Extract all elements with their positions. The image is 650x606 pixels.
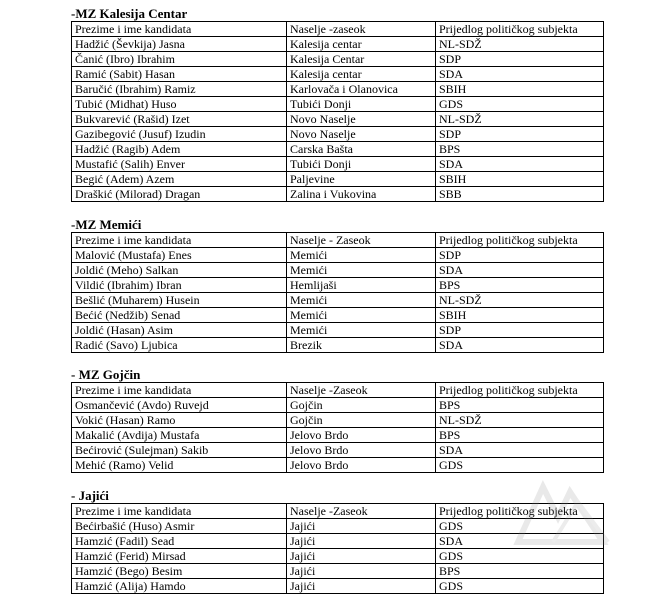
candidates-table (71, 382, 604, 473)
table-row (72, 278, 604, 293)
candidate-name-cell: Bukvarević (Rašid) Izet (72, 112, 287, 127)
party-cell: SBIH (436, 172, 604, 187)
settlement-cell: Brezik (287, 338, 436, 353)
party-cell: BPS (436, 398, 604, 413)
section-title: -MZ Memići (71, 217, 142, 232)
party-cell: SDP (436, 323, 604, 338)
column-header: Naselje -zaseok (287, 22, 436, 37)
candidate-name-cell: Hamzić (Fadil) Sead (72, 534, 287, 549)
candidates-table (71, 21, 604, 202)
table-header-row (72, 22, 604, 37)
party-cell: SDA (436, 443, 604, 458)
candidate-name-cell: Hamzić (Ferid) Mirsad (72, 549, 287, 564)
candidate-name-cell: Osmančević (Avdo) Ruvejd (72, 398, 287, 413)
settlement-cell: Jelovo Brdo (287, 458, 436, 473)
table-body (72, 22, 604, 202)
party-cell: BPS (436, 142, 604, 157)
settlement-cell: Karlovača i Olanovica (287, 82, 436, 97)
settlement-cell: Zalina i Vukovina (287, 187, 436, 202)
settlement-cell: Kalesija centar (287, 67, 436, 82)
table-row (72, 187, 604, 202)
table-row (72, 248, 604, 263)
party-cell: NL-SDŽ (436, 413, 604, 428)
table-row (72, 172, 604, 187)
table-row (72, 338, 604, 353)
candidate-name-cell: Vokić (Hasan) Ramo (72, 413, 287, 428)
table-row (72, 142, 604, 157)
candidate-name-cell: Tubić (Midhat) Huso (72, 97, 287, 112)
candidate-name-cell: Gazibegović (Jusuf) Izudin (72, 127, 287, 142)
table-row (72, 323, 604, 338)
table-row (72, 263, 604, 278)
column-header: Naselje - Zaseok (287, 233, 436, 248)
section-title: - MZ Gojčin (71, 367, 141, 382)
party-cell: SDP (436, 127, 604, 142)
table-row (72, 564, 604, 579)
candidate-name-cell: Bećirović (Sulejman) Sakib (72, 443, 287, 458)
candidate-name-cell: Joldić (Hasan) Asim (72, 323, 287, 338)
table-row (72, 157, 604, 172)
settlement-cell: Memići (287, 248, 436, 263)
candidates-table (71, 232, 604, 353)
settlement-cell: Jajići (287, 534, 436, 549)
party-cell: NL-SDŽ (436, 112, 604, 127)
table-row (72, 579, 604, 594)
column-header: Prezime i ime kandidata (72, 233, 287, 248)
candidate-name-cell: Hadžić (Ševkija) Jasna (72, 37, 287, 52)
party-cell: GDS (436, 97, 604, 112)
candidate-name-cell: Draškić (Milorad) Dragan (72, 187, 287, 202)
column-header: Prijedlog političkog subjekta (436, 383, 604, 398)
party-cell: SBIH (436, 82, 604, 97)
settlement-cell: Tubići Donji (287, 97, 436, 112)
settlement-cell: Memići (287, 323, 436, 338)
column-header: Prijedlog političkog subjekta (436, 233, 604, 248)
column-header: Prijedlog političkog subjekta (436, 22, 604, 37)
column-header: Prezime i ime kandidata (72, 504, 287, 519)
settlement-cell: Memići (287, 308, 436, 323)
settlement-cell: Jajići (287, 549, 436, 564)
table-row (72, 82, 604, 97)
party-cell: GDS (436, 549, 604, 564)
settlement-cell: Tubići Donji (287, 157, 436, 172)
settlement-cell: Hemlijaši (287, 278, 436, 293)
table-row (72, 112, 604, 127)
candidate-name-cell: Hadžić (Ragib) Adem (72, 142, 287, 157)
candidate-name-cell: Joldić (Meho) Salkan (72, 263, 287, 278)
table-row (72, 308, 604, 323)
party-cell: SDP (436, 52, 604, 67)
settlement-cell: Novo Naselje (287, 127, 436, 142)
table-body (72, 233, 604, 353)
party-cell: NL-SDŽ (436, 293, 604, 308)
column-header: Prezime i ime kandidata (72, 22, 287, 37)
party-cell: BPS (436, 564, 604, 579)
party-cell: SDA (436, 67, 604, 82)
table-row (72, 293, 604, 308)
candidate-name-cell: Čanić (Ibro) Ibrahim (72, 52, 287, 67)
candidate-name-cell: Begić (Adem) Azem (72, 172, 287, 187)
party-cell: GDS (436, 458, 604, 473)
candidate-name-cell: Makalić (Avdija) Mustafa (72, 428, 287, 443)
section-title: - Jajići (71, 488, 109, 503)
candidate-name-cell: Radić (Savo) Ljubica (72, 338, 287, 353)
settlement-cell: Gojčin (287, 398, 436, 413)
party-cell: SDA (436, 263, 604, 278)
section-kalesija-centar (71, 7, 603, 202)
settlement-cell: Jelovo Brdo (287, 428, 436, 443)
table-body (72, 383, 604, 473)
candidate-name-cell: Vildić (Ibrahim) Ibran (72, 278, 287, 293)
table-row (72, 443, 604, 458)
candidate-name-cell: Hamzić (Alija) Hamdo (72, 579, 287, 594)
settlement-cell: Novo Naselje (287, 112, 436, 127)
settlement-cell: Gojčin (287, 413, 436, 428)
table-row (72, 67, 604, 82)
table-row (72, 428, 604, 443)
party-cell: BPS (436, 428, 604, 443)
candidate-name-cell: Mehić (Ramo) Velid (72, 458, 287, 473)
settlement-cell: Jajići (287, 579, 436, 594)
candidate-name-cell: Hamzić (Bego) Besim (72, 564, 287, 579)
candidate-name-cell: Malović (Mustafa) Enes (72, 248, 287, 263)
watermark-logo-icon (508, 472, 618, 552)
settlement-cell: Memići (287, 293, 436, 308)
party-cell: SBIH (436, 308, 604, 323)
table-row (72, 398, 604, 413)
section-gojcin (71, 368, 603, 473)
party-cell: GDS (436, 579, 604, 594)
settlement-cell: Jelovo Brdo (287, 443, 436, 458)
settlement-cell: Jajići (287, 564, 436, 579)
party-cell: SDP (436, 248, 604, 263)
party-cell: SBB (436, 187, 604, 202)
section-memici (71, 218, 603, 353)
table-header-row (72, 383, 604, 398)
candidate-name-cell: Bešlić (Muharem) Husein (72, 293, 287, 308)
party-cell: NL-SDŽ (436, 37, 604, 52)
settlement-cell: Memići (287, 263, 436, 278)
settlement-cell: Jajići (287, 519, 436, 534)
party-cell: SDA (436, 534, 604, 549)
candidate-name-cell: Bećić (Nedžib) Senad (72, 308, 287, 323)
candidate-name-cell: Ramić (Sabit) Hasan (72, 67, 287, 82)
table-row (72, 97, 604, 112)
column-header: Naselje -Zaseok (287, 383, 436, 398)
column-header: Prezime i ime kandidata (72, 383, 287, 398)
settlement-cell: Paljevine (287, 172, 436, 187)
table-row (72, 458, 604, 473)
candidate-name-cell: Bećirbašić (Huso) Asmir (72, 519, 287, 534)
party-cell: GDS (436, 519, 604, 534)
table-row (72, 413, 604, 428)
settlement-cell: Carska Bašta (287, 142, 436, 157)
column-header: Naselje -Zaseok (287, 504, 436, 519)
party-cell: BPS (436, 278, 604, 293)
party-cell: SDA (436, 338, 604, 353)
table-row (72, 127, 604, 142)
party-cell: SDA (436, 157, 604, 172)
settlement-cell: Kalesija centar (287, 37, 436, 52)
settlement-cell: Kalesija Centar (287, 52, 436, 67)
section-title: -MZ Kalesija Centar (71, 6, 188, 21)
column-header: Prijedlog političkog subjekta (436, 504, 604, 519)
table-row (72, 37, 604, 52)
candidate-name-cell: Mustafić (Salih) Enver (72, 157, 287, 172)
candidate-name-cell: Baručić (Ibrahim) Ramiz (72, 82, 287, 97)
table-header-row (72, 233, 604, 248)
table-row (72, 52, 604, 67)
